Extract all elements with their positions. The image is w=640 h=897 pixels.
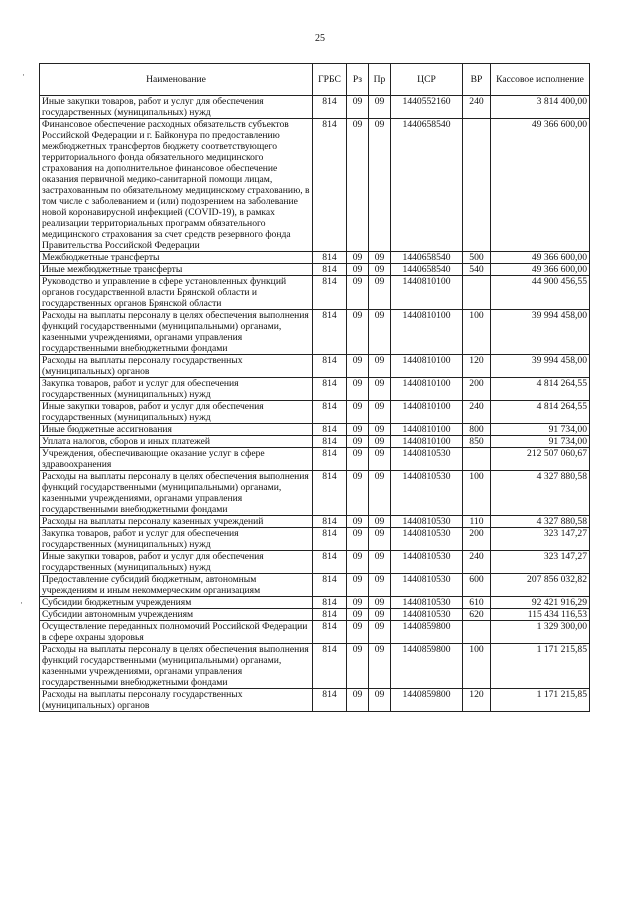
cell-csr: 1440810530	[391, 528, 463, 551]
cell-rz: 09	[347, 401, 369, 424]
cell-name: Расходы на выплаты персоналу государственных (муниципальных) органов	[40, 689, 313, 712]
cell-amount: 39 994 458,00	[491, 310, 590, 355]
column-header-grbs: ГРБС	[313, 64, 347, 96]
cell-amount: 4 814 264,55	[491, 378, 590, 401]
cell-grbs: 814	[313, 436, 347, 448]
cell-amount: 1 329 300,00	[491, 621, 590, 644]
cell-csr: 1440810100	[391, 378, 463, 401]
cell-rz: 09	[347, 355, 369, 378]
cell-rz: 09	[347, 551, 369, 574]
cell-csr: 1440810100	[391, 424, 463, 436]
cell-pr: 09	[369, 424, 391, 436]
cell-csr: 1440658540	[391, 119, 463, 252]
cell-grbs: 814	[313, 119, 347, 252]
cell-csr: 1440810100	[391, 276, 463, 310]
cell-vr: 120	[463, 355, 491, 378]
cell-grbs: 814	[313, 551, 347, 574]
cell-csr: 1440552160	[391, 96, 463, 119]
cell-vr: 610	[463, 597, 491, 609]
cell-grbs: 814	[313, 448, 347, 471]
cell-vr: 620	[463, 609, 491, 621]
cell-rz: 09	[347, 471, 369, 516]
cell-pr: 09	[369, 516, 391, 528]
cell-vr: 500	[463, 252, 491, 264]
cell-csr: 1440658540	[391, 252, 463, 264]
cell-name: Финансовое обеспечение расходных обязательств субъектов Российской Федерации и г. Байконура по предоставлению межбюджетных трансфертов бюджету соответствующего территориального фонда обязательного медицинского страхования на дополнительное финансовое обеспечение оказания первичной медико-санитарной помощи лицам, застрахованным по обязательному медицинскому страхованию, в том числе с заболеванием и (или) подозрением на заболевание новой коронавирусной инфекцией (COVID-19), в рамках реализации территориальных программ обязательного медицинского страхования за счет средств резервного фонда Правительства Российской Федерации	[40, 119, 313, 252]
cell-vr: 110	[463, 516, 491, 528]
cell-pr: 09	[369, 252, 391, 264]
cell-name: Расходы на выплаты персоналу государственных (муниципальных) органов	[40, 355, 313, 378]
table-row	[40, 436, 590, 448]
cell-amount: 207 856 032,82	[491, 574, 590, 597]
table-row	[40, 96, 590, 119]
cell-csr: 1440810530	[391, 609, 463, 621]
cell-vr: 240	[463, 96, 491, 119]
cell-pr: 09	[369, 609, 391, 621]
cell-amount: 4 327 880,58	[491, 471, 590, 516]
cell-vr: 240	[463, 401, 491, 424]
table-row	[40, 574, 590, 597]
cell-pr: 09	[369, 448, 391, 471]
cell-amount: 3 814 400,00	[491, 96, 590, 119]
cell-pr: 09	[369, 574, 391, 597]
cell-grbs: 814	[313, 609, 347, 621]
cell-pr: 09	[369, 689, 391, 712]
cell-name: Осуществление переданных полномочий Российской Федерации в сфере охраны здоровья	[40, 621, 313, 644]
cell-grbs: 814	[313, 574, 347, 597]
cell-csr: 1440810530	[391, 471, 463, 516]
cell-grbs: 814	[313, 401, 347, 424]
cell-vr: 600	[463, 574, 491, 597]
cell-name: Расходы на выплаты персоналу в целях обеспечения выполнения функций государственными (муниципальными) органами, казенными учреждениями, органами управления государственными внебюджетными фондами	[40, 310, 313, 355]
cell-rz: 09	[347, 424, 369, 436]
cell-grbs: 814	[313, 597, 347, 609]
cell-amount: 1 171 215,85	[491, 689, 590, 712]
table-row	[40, 551, 590, 574]
cell-grbs: 814	[313, 96, 347, 119]
cell-pr: 09	[369, 471, 391, 516]
table-row	[40, 448, 590, 471]
cell-grbs: 814	[313, 528, 347, 551]
column-header-rz: Рз	[347, 64, 369, 96]
cell-grbs: 814	[313, 621, 347, 644]
cell-csr: 1440810530	[391, 448, 463, 471]
cell-grbs: 814	[313, 378, 347, 401]
cell-amount: 323 147,27	[491, 551, 590, 574]
cell-rz: 09	[347, 644, 369, 689]
cell-rz: 09	[347, 96, 369, 119]
cell-rz: 09	[347, 276, 369, 310]
cell-amount: 91 734,00	[491, 424, 590, 436]
cell-amount: 4 814 264,55	[491, 401, 590, 424]
cell-amount: 39 994 458,00	[491, 355, 590, 378]
table-row	[40, 516, 590, 528]
cell-rz: 09	[347, 436, 369, 448]
cell-name: Иные закупки товаров, работ и услуг для обеспечения государственных (муниципальных) нужд	[40, 401, 313, 424]
column-header-name: Наименование	[40, 64, 313, 96]
cell-pr: 09	[369, 401, 391, 424]
cell-vr: 800	[463, 424, 491, 436]
cell-name: Расходы на выплаты персоналу казенных учреждений	[40, 516, 313, 528]
cell-amount: 4 327 880,58	[491, 516, 590, 528]
table-row	[40, 644, 590, 689]
cell-csr: 1440810100	[391, 355, 463, 378]
cell-amount: 44 900 456,55	[491, 276, 590, 310]
cell-rz: 09	[347, 252, 369, 264]
cell-name: Предоставление субсидий бюджетным, автономным учреждениям и иным некоммерческим организациям	[40, 574, 313, 597]
cell-pr: 09	[369, 621, 391, 644]
cell-pr: 09	[369, 119, 391, 252]
cell-csr: 1440810530	[391, 574, 463, 597]
cell-pr: 09	[369, 310, 391, 355]
cell-pr: 09	[369, 355, 391, 378]
column-header-csr: ЦСР	[391, 64, 463, 96]
cell-name: Расходы на выплаты персоналу в целях обеспечения выполнения функций государственными (муниципальными) органами, казенными учреждениями, органами управления государственными внебюджетными фондами	[40, 644, 313, 689]
cell-csr: 1440859800	[391, 644, 463, 689]
cell-pr: 09	[369, 436, 391, 448]
cell-amount: 49 366 600,00	[491, 119, 590, 252]
cell-grbs: 814	[313, 644, 347, 689]
cell-vr	[463, 621, 491, 644]
cell-rz: 09	[347, 621, 369, 644]
table-header-row	[40, 64, 590, 96]
table-row	[40, 597, 590, 609]
cell-name: Уплата налогов, сборов и иных платежей	[40, 436, 313, 448]
cell-vr	[463, 119, 491, 252]
budget-execution-table	[39, 63, 590, 712]
table-row	[40, 609, 590, 621]
table-body	[40, 96, 590, 712]
cell-rz: 09	[347, 574, 369, 597]
cell-rz: 09	[347, 119, 369, 252]
cell-rz: 09	[347, 310, 369, 355]
cell-vr: 100	[463, 644, 491, 689]
cell-amount: 91 734,00	[491, 436, 590, 448]
cell-amount: 49 366 600,00	[491, 252, 590, 264]
cell-csr: 1440810100	[391, 310, 463, 355]
cell-rz: 09	[347, 448, 369, 471]
cell-name: Иные бюджетные ассигнования	[40, 424, 313, 436]
cell-pr: 09	[369, 644, 391, 689]
cell-rz: 09	[347, 378, 369, 401]
cell-rz: 09	[347, 516, 369, 528]
scan-mark: ·	[22, 70, 25, 80]
table-row	[40, 401, 590, 424]
cell-grbs: 814	[313, 252, 347, 264]
cell-vr	[463, 448, 491, 471]
cell-grbs: 814	[313, 424, 347, 436]
cell-grbs: 814	[313, 516, 347, 528]
table-row	[40, 310, 590, 355]
cell-rz: 09	[347, 609, 369, 621]
cell-grbs: 814	[313, 264, 347, 276]
cell-csr: 1440859800	[391, 621, 463, 644]
cell-vr: 120	[463, 689, 491, 712]
cell-amount: 323 147,27	[491, 528, 590, 551]
cell-vr: 100	[463, 310, 491, 355]
cell-vr: 200	[463, 528, 491, 551]
cell-vr: 540	[463, 264, 491, 276]
column-header-vr: ВР	[463, 64, 491, 96]
page-number: 25	[315, 33, 325, 44]
cell-csr: 1440810530	[391, 551, 463, 574]
cell-grbs: 814	[313, 355, 347, 378]
cell-name: Иные межбюджетные трансферты	[40, 264, 313, 276]
cell-name: Субсидии автономным учреждениям	[40, 609, 313, 621]
cell-csr: 1440810100	[391, 401, 463, 424]
cell-pr: 09	[369, 528, 391, 551]
table-row	[40, 689, 590, 712]
cell-vr: 240	[463, 551, 491, 574]
cell-vr: 100	[463, 471, 491, 516]
cell-vr	[463, 276, 491, 310]
scan-mark: ·	[20, 598, 23, 608]
cell-name: Иные закупки товаров, работ и услуг для обеспечения государственных (муниципальных) нужд	[40, 96, 313, 119]
table-row	[40, 276, 590, 310]
cell-name: Закупка товаров, работ и услуг для обеспечения государственных (муниципальных) нужд	[40, 528, 313, 551]
cell-csr: 1440810530	[391, 516, 463, 528]
table-row	[40, 252, 590, 264]
cell-amount: 1 171 215,85	[491, 644, 590, 689]
cell-amount: 115 434 116,53	[491, 609, 590, 621]
cell-name: Иные закупки товаров, работ и услуг для обеспечения государственных (муниципальных) нужд	[40, 551, 313, 574]
table-row	[40, 621, 590, 644]
cell-pr: 09	[369, 378, 391, 401]
cell-rz: 09	[347, 264, 369, 276]
cell-rz: 09	[347, 597, 369, 609]
cell-name: Закупка товаров, работ и услуг для обеспечения государственных (муниципальных) нужд	[40, 378, 313, 401]
table-row	[40, 471, 590, 516]
cell-amount: 92 421 916,29	[491, 597, 590, 609]
cell-name: Субсидии бюджетным учреждениям	[40, 597, 313, 609]
cell-name: Учреждения, обеспечивающие оказание услуг в сфере здравоохранения	[40, 448, 313, 471]
cell-rz: 09	[347, 528, 369, 551]
cell-grbs: 814	[313, 471, 347, 516]
table-row	[40, 355, 590, 378]
cell-grbs: 814	[313, 310, 347, 355]
cell-vr: 200	[463, 378, 491, 401]
cell-pr: 09	[369, 96, 391, 119]
column-header-pr: Пр	[369, 64, 391, 96]
cell-csr: 1440810100	[391, 436, 463, 448]
cell-pr: 09	[369, 597, 391, 609]
table-row	[40, 528, 590, 551]
column-header-amount: Кассовое исполнение	[491, 64, 590, 96]
cell-csr: 1440859800	[391, 689, 463, 712]
table-row	[40, 264, 590, 276]
cell-grbs: 814	[313, 276, 347, 310]
cell-pr: 09	[369, 551, 391, 574]
cell-name: Расходы на выплаты персоналу в целях обеспечения выполнения функций государственными (муниципальными) органами, казенными учреждениями, органами управления государственными внебюджетными фондами	[40, 471, 313, 516]
table-row	[40, 424, 590, 436]
cell-csr: 1440810530	[391, 597, 463, 609]
cell-rz: 09	[347, 689, 369, 712]
cell-amount: 49 366 600,00	[491, 264, 590, 276]
cell-csr: 1440658540	[391, 264, 463, 276]
cell-pr: 09	[369, 264, 391, 276]
cell-amount: 212 507 060,67	[491, 448, 590, 471]
table-row	[40, 378, 590, 401]
cell-grbs: 814	[313, 689, 347, 712]
cell-pr: 09	[369, 276, 391, 310]
table-row	[40, 119, 590, 252]
cell-name: Руководство и управление в сфере установленных функций органов государственной власти Брянской области и государственных органов Брянской области	[40, 276, 313, 310]
cell-name: Межбюджетные трансферты	[40, 252, 313, 264]
cell-vr: 850	[463, 436, 491, 448]
